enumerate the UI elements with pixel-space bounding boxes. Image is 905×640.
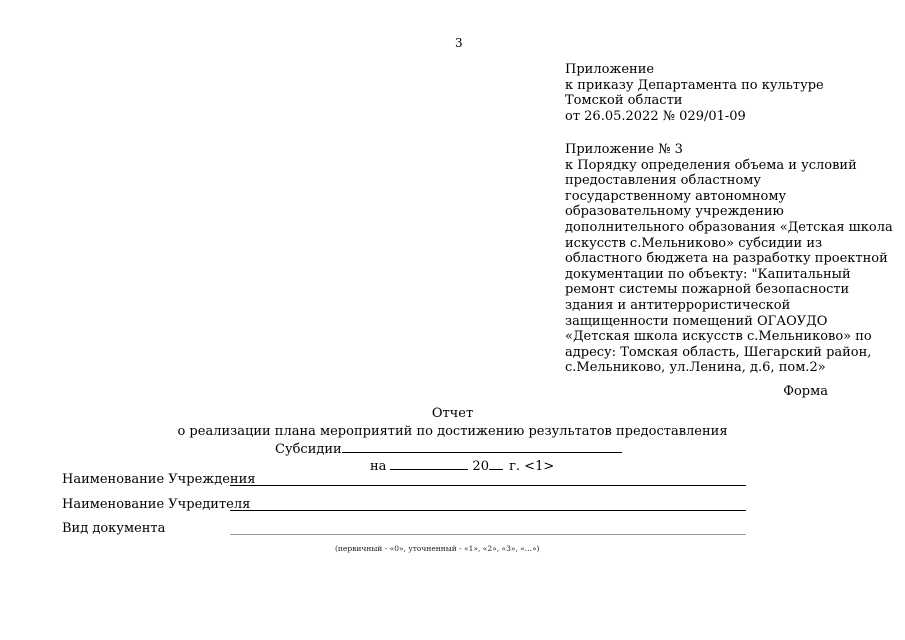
appendix-3-line: областного бюджета на разработку проектной <box>565 251 888 267</box>
appendix-3-line: защищенности помещений ОГАОУДО <box>565 313 828 329</box>
date-prefix: на <box>370 459 387 474</box>
appendix-3-line: государственному автономному <box>565 188 787 204</box>
subsidy-row <box>275 440 622 458</box>
page-number: 3 <box>455 36 463 50</box>
form-label: Форма <box>783 384 828 399</box>
appendix-line: от 26.05.2022 № 029/01-09 <box>565 108 746 124</box>
appendix-3-line: Приложение № 3 <box>565 142 683 157</box>
appendix-3-line: «Детская школа искусств с.Мельниково» по <box>565 329 872 345</box>
appendix-3-line: дополнительного образования «Детская школа <box>565 219 893 235</box>
appendix-3-line: здания и антитеррористической <box>565 297 791 313</box>
doc-type-label: Вид документа <box>62 521 166 536</box>
appendix-3-line: предоставления областному <box>565 173 762 189</box>
appendix-line: Томской области <box>565 93 683 109</box>
appendix-line: Приложение <box>565 62 655 77</box>
appendix-3-block <box>565 142 893 376</box>
founder-label: Наименование Учредителя <box>62 497 251 512</box>
date-input-line[interactable] <box>390 457 468 470</box>
founder-input-line[interactable] <box>230 510 746 511</box>
doc-type-hint: (первичный - «0», уточненный - «1», «2», «3», «...») <box>335 544 540 553</box>
report-date-row <box>370 457 554 475</box>
appendix-3-line: адресу: Томская область, Шегарский район, <box>565 344 872 360</box>
appendix-3-line: образовательному учреждению <box>565 204 784 220</box>
appendix-3-line: с.Мельниково, ул.Ленина, д.6, пом.2» <box>565 360 826 376</box>
institution-label: Наименование Учреждения <box>62 472 256 487</box>
appendix-line: к приказу Департамента по культуре <box>565 77 824 93</box>
report-title: Отчет <box>431 406 474 421</box>
appendix-3-line: ремонт системы пожарной безопасности <box>565 282 850 298</box>
year-suffix: г. <1> <box>509 459 555 474</box>
institution-input-line[interactable] <box>230 485 746 486</box>
year-input-line[interactable] <box>489 457 503 470</box>
doc-type-input-line[interactable] <box>230 534 746 535</box>
appendix-3-line: искусств с.Мельниково» субсидии из <box>565 235 823 251</box>
appendix-3-line: к Порядку определения объема и условий <box>565 157 857 173</box>
subsidy-label: Субсидии <box>275 442 342 457</box>
appendix-3-line: документации по объекту: "Капитальный <box>565 266 851 282</box>
subsidy-input-line[interactable] <box>342 440 622 453</box>
appendix-order-block <box>565 62 824 124</box>
report-subtitle: о реализации плана мероприятий по достижению результатов предоставления <box>177 424 728 439</box>
year-prefix: 20 <box>472 459 489 474</box>
